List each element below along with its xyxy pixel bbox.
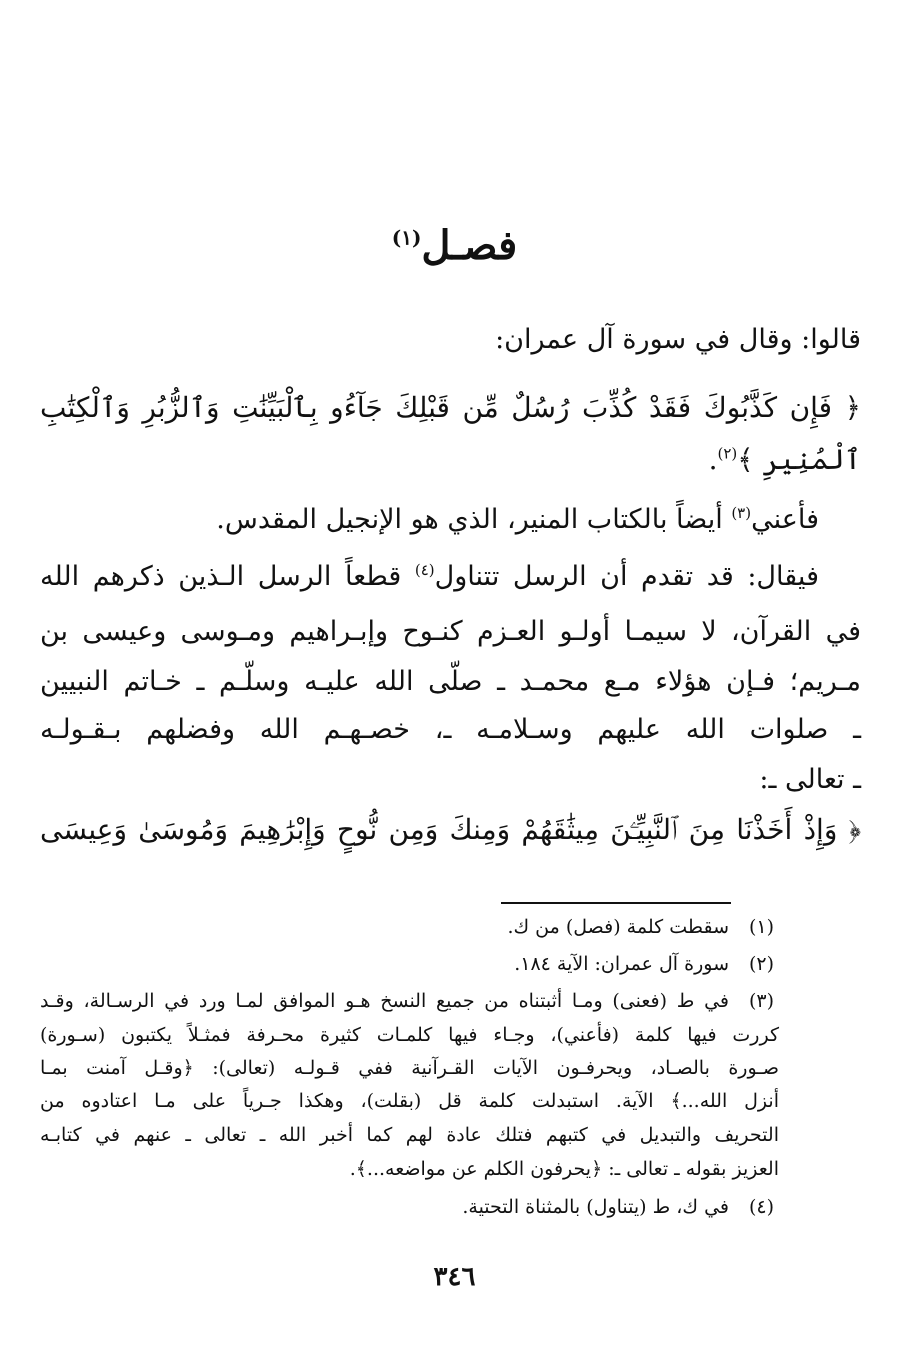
paragraph-2-rest: أيضاً بالكتاب المنير، الذي هو الإنجيل المقدس. xyxy=(216,504,723,535)
chapter-footnote-marker: (١) xyxy=(391,225,422,250)
footnote-3-line-2: كررت فيها كلمة (فأعني)، وجـاء فيها كلمـات كثيرة محـرفة فمثـلاً يكتبون (سـورة) xyxy=(40,1024,779,1046)
footnote-1-text: سقطت كلمة (فصل) من ك. xyxy=(507,916,729,938)
paragraph-2-footnote-marker: (٣) xyxy=(731,504,752,522)
paragraph-3-start: فيقال: قد تقدم أن الرسل تتناول xyxy=(434,561,819,592)
paragraph-3-footnote-marker: (٤) xyxy=(414,561,435,579)
verse-1-footnote-marker: (٢) xyxy=(717,444,738,463)
footnote-3-line-4: أنزل الله...﴾ الآية. استبدلت كلمة قل (بقلت)، وهكذا جـرياً على مـا اعتادوه من xyxy=(40,1090,779,1112)
verse-1-line-1: ﴿ فَإِن كَذَّبُوكَ فَقَدْ كُذِّبَ رُسُلٌ مِّن قَبْلِكَ جَآءُو بِٱلْبَيِّنَٰتِ وَٱلزُّبُرِ وَٱلْكِتَٰبِ xyxy=(40,391,861,424)
footnote-1-number: (١) xyxy=(748,916,774,938)
paragraph-2-start: فأعني xyxy=(751,504,819,535)
paragraph-3-line-2: في القرآن، لا سيمـا أولـو العـزم كنـوح وإبـراهيم ومـوسى وعيسى بن xyxy=(40,616,861,647)
verse-2-line: ﴿ وَإِذْ أَخَذْنَا مِنَ ٱلنَّبِيِّـۧنَ مِيثَٰقَهُمْ وَمِنكَ وَمِن نُّوحٍ وَإِبْرَٰهِيمَ وَمُوسَىٰ وَعِيسَى xyxy=(40,813,861,846)
footnote-divider xyxy=(501,902,731,904)
footnote-3-line-3: صـورة بالصـاد، ويحرفـون الآيات القـرآنية ففي قـولـه (تعالى): ﴿وقـل آمنت بمـا xyxy=(40,1057,779,1079)
paragraph-3-line-5: ـ تعالى ـ: xyxy=(759,764,861,795)
verse-1-full-stop: . xyxy=(708,443,718,476)
footnote-4-number: (٤) xyxy=(748,1196,774,1218)
chapter-title: فصـل xyxy=(421,222,518,269)
paragraph-3-line-1 xyxy=(40,557,819,597)
footnote-3-number: (٣) xyxy=(748,990,774,1012)
paragraph-2 xyxy=(40,500,819,540)
footnote-3-line-6: العزيز بقوله ـ تعالى ـ: ﴿يحرفون الكلم عن مواضعه...﴾. xyxy=(349,1158,779,1180)
footnote-2-text: سورة آل عمران: الآية ١٨٤. xyxy=(514,953,729,975)
intro-line: قالوا: وقال في سورة آل عمران: xyxy=(495,324,861,355)
footnote-3-line-1: في ط (فعنى) ومـا أثبتناه من جميع النسخ هـو الموافق لمـا ورد في الرسـالة، وقـد xyxy=(40,990,729,1012)
verse-1-end-text: ٱلْمُنِيرِ ﴾ xyxy=(737,443,861,476)
paragraph-3-continued: قطعاً الرسل الـذين ذكرهم الله xyxy=(40,561,402,592)
page-number: ٣٤٦ xyxy=(433,1262,476,1292)
footnote-3-line-5: التحريف والتبديل في كتبهم فتلك عادة لهم كما أخبر الله ـ تعالى ـ عنهم في كتابـه xyxy=(40,1124,779,1146)
paragraph-3-line-3: مـريم؛ فـإن هؤلاء مـع محمـد ـ صلّى الله عليـه وسلّـم ـ خـاتم النبيين xyxy=(40,666,861,697)
paragraph-3-line-4: ـ صلوات الله عليهم وسـلامـه ـ، خصـهـم الله وفضلهم بـقـولـه xyxy=(40,714,861,745)
verse-1-line-2 xyxy=(40,440,861,480)
footnote-4-text: في ك، ط (يتناول) بالمثناة التحتية. xyxy=(462,1196,729,1218)
chapter-heading xyxy=(0,222,909,269)
footnote-2-number: (٢) xyxy=(748,953,774,975)
